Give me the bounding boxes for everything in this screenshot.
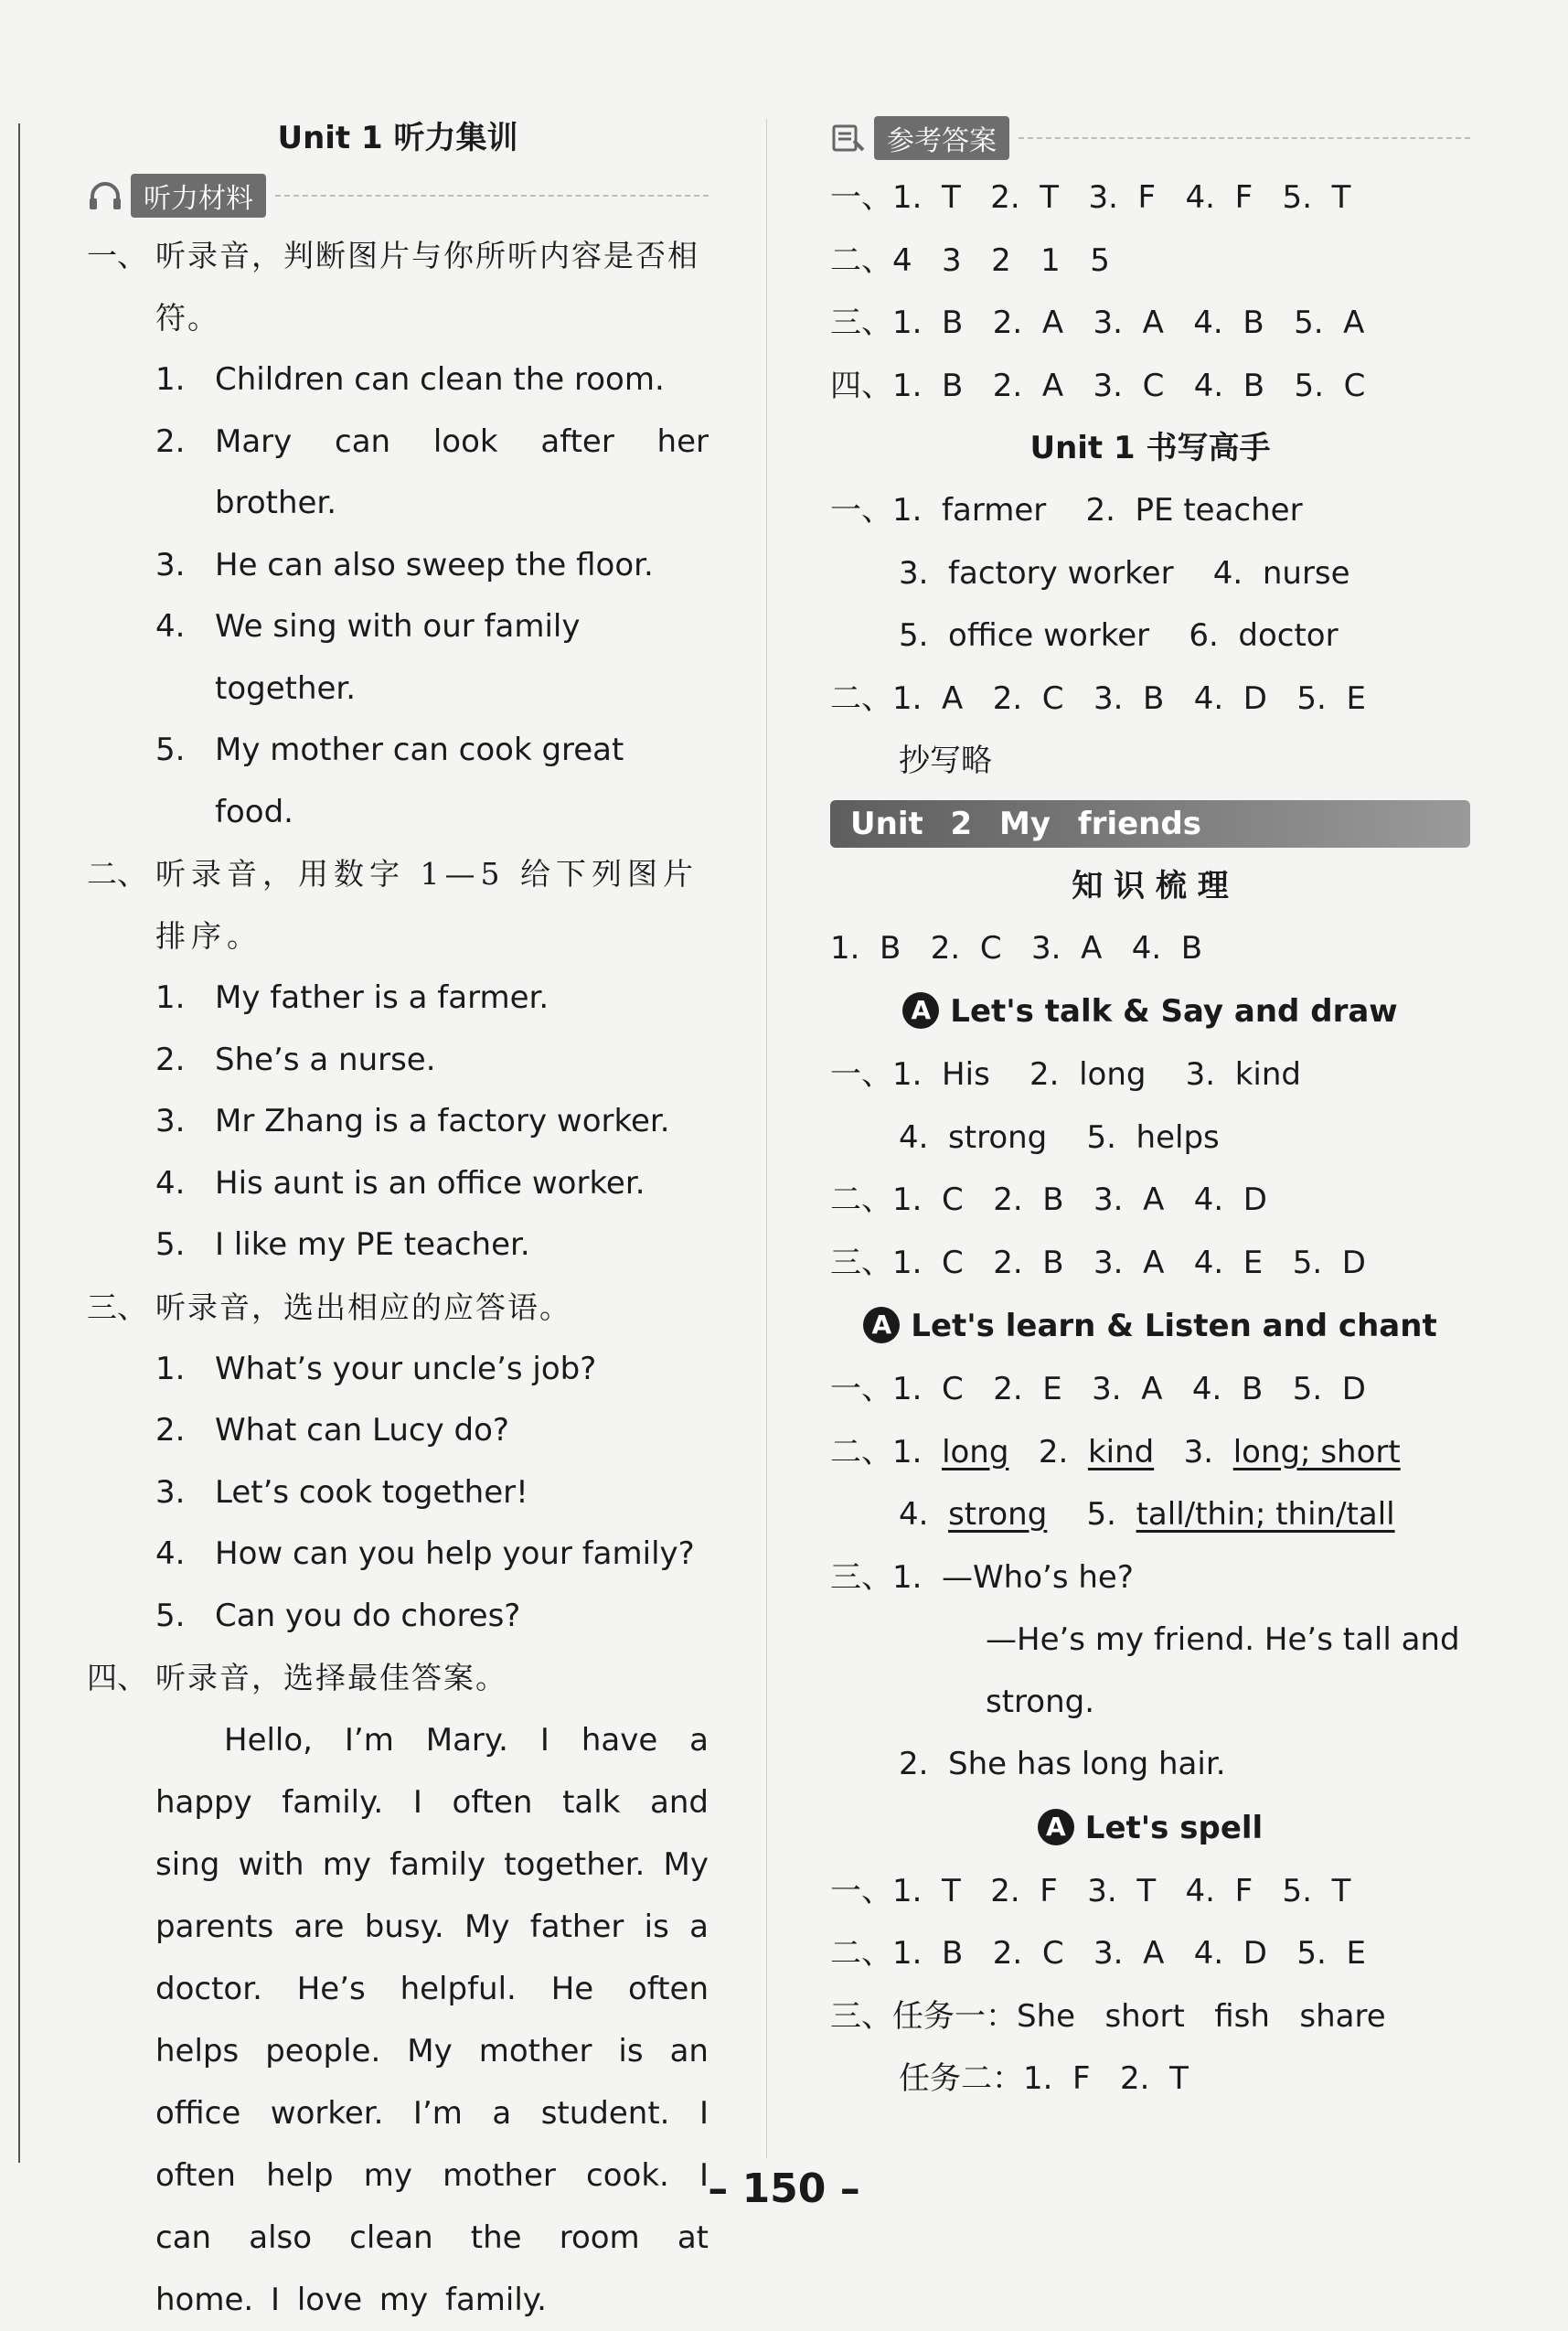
answers-label: 参考答案 [874,116,1009,160]
dashed-rule [1019,137,1470,139]
list-item: 2. She’s a nurse. [155,1041,436,1078]
answer-line: 二、1. A 2. C 3. B 4. D 5. E [830,679,1366,717]
section-instruction: 听录音，判断图片与你所听内容是否相符。 [155,238,699,336]
answer-line: 任务二：1. F 2. T [899,2060,1189,2097]
listening-title: Unit 1 听力集训 [277,120,518,156]
answer-line: 5. office worker 6. doctor [899,617,1339,654]
section-number: 二、 [87,856,147,892]
column-divider [766,119,767,2158]
section-2-heading [87,843,709,968]
answer-line: 三、任务一：She short fish share [830,1997,1386,2035]
section-instruction: 听录音，选择最佳答案。 [155,1660,507,1695]
section-2-items [87,968,709,1277]
section-number: 一、 [87,238,147,273]
list-item: 5. I like my PE teacher. [155,1226,530,1263]
section-number: 四、 [87,1660,147,1695]
list-item: 1. My father is a farmer. [155,979,549,1016]
list-item: 4. We sing with our family together. [155,608,581,707]
section-heading-spell: A Let's spell [830,1796,1470,1860]
answers-label-bar [830,110,1470,166]
material-label-bar [87,166,709,225]
section-heading-learn: A Let's learn & Listen and chant [830,1294,1470,1358]
list-item: 5. My mother can cook great food. [155,732,624,830]
answer-line: 一、1. farmer 2. PE teacher [830,492,1303,529]
dashed-rule [275,195,709,197]
knowledge-title: 知 识 梳 理 [1072,867,1229,904]
answer-line: 二、1. C 2. B 3. A 4. D [830,1182,1267,1218]
answer-line: 二、1. B 2. C 3. A 4. D 5. E [830,1935,1366,1972]
answer-line: 三、1. C 2. B 3. A 4. E 5. D [830,1244,1366,1281]
list-item: 3. He can also sweep the floor. [155,546,654,583]
headphone-icon [87,180,123,211]
section-instruction: 听录音，选出相应的应答语。 [155,1288,571,1325]
list-item: 4. His aunt is an office worker. [155,1164,645,1202]
answer-line: 二、4 3 2 1 5 [830,241,1110,279]
list-item: 2. Mary can look after her brother. [155,422,709,521]
answer-line: 一、1. His 2. long 3. kind [830,1056,1301,1093]
answer-line: 1. B 2. C 3. A 4. B [830,929,1203,967]
answer-line: 2. She has long hair. [899,1746,1226,1782]
passage-text: Hello, I’m Mary. I have a happy family. I often talk and sing with my family together. My parents are busy. My father is a doctor. He’s helpful. He often helps people. My mother is an office worker. I’m a student. I often help my mother cook. I can also clean the room at home. I love my family. [155,1722,709,2318]
section-1-heading [87,225,709,349]
writing-title: Unit 1 书写高手 [1029,430,1271,466]
list-item: 4. How can you help your family? [155,1535,695,1572]
answer-line: 四、1. B 2. A 3. C 4. B 5. C [830,367,1366,404]
section-number: 三、 [87,1288,147,1325]
section-3-heading [87,1277,709,1339]
section-1-items [87,349,709,843]
answer-line: 一、1. T 2. F 3. T 4. F 5. T [830,1872,1351,1909]
section-instruction: 听录音，用数字 1—5 给下列图片排序。 [155,856,699,954]
a-badge-icon: A [902,992,939,1029]
section-4-heading [87,1647,709,1709]
right-column [830,110,1470,2111]
answer-line: 4. strong 5. tall/thin; thin/tall [899,1496,1395,1533]
answer-line: 一、1. C 2. E 3. A 4. B 5. D [830,1371,1366,1407]
unit-2-banner: Unit 2 My friends [830,800,1470,848]
section-heading-talk: A Let's talk & Say and draw [830,979,1470,1043]
list-item: 3. Let’s cook together! [155,1473,528,1511]
list-item: 1. What’s your uncle’s job? [155,1350,597,1387]
listening-passage [87,1709,709,2331]
left-column [87,110,709,2331]
answer-line: 4. strong 5. helps [899,1118,1220,1156]
section-3-items [87,1339,709,1648]
answer-line: 3. factory worker 4. nurse [899,554,1350,592]
list-item: 3. Mr Zhang is a factory worker. [155,1103,670,1139]
a-badge-icon: A [1038,1809,1074,1845]
a-badge-icon: A [863,1307,900,1343]
answer-line: 一、1. T 2. T 3. F 4. F 5. T [830,179,1351,216]
answer-line: 抄写略 [899,743,992,779]
list-item: 5. Can you do chores? [155,1597,521,1634]
answer-line: 二、1. long 2. kind 3. long; short [830,1433,1401,1470]
material-label: 听力材料 [131,174,266,218]
answer-line: 三、1. B 2. A 3. A 4. B 5. A [830,305,1365,341]
page-number: – 150 – [708,2165,860,2212]
list-item: 2. What can Lucy do? [155,1412,509,1449]
document-icon [830,123,867,154]
answer-line: 三、1. —Who’s he? [830,1558,1134,1596]
answer-line: —He’s my friend. He’s tall and strong. [986,1621,1460,1720]
list-item: 1. Children can clean the room. [155,361,665,398]
left-edge-line [18,123,20,2163]
